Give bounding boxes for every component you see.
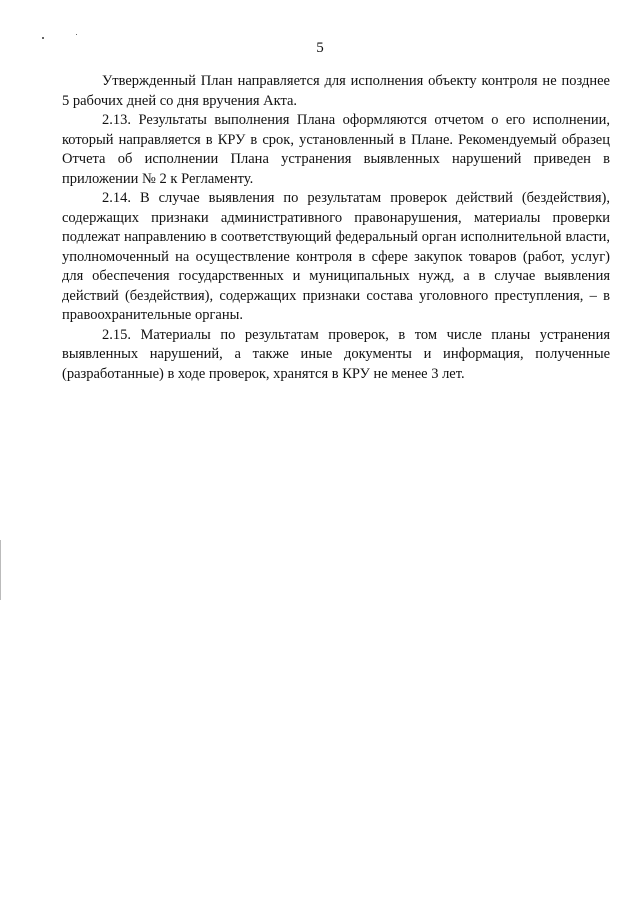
document-body (62, 72, 610, 384)
paragraph-2-13: 2.13. Результаты выполнения Плана оформляются отчетом о его исполнении, который направляется в КРУ в срок, установленный в Плане. Рекомендуемый образец Отчета об исполнении Плана устранения выявленных нарушений приведен в приложении № 2 к Регламенту. (62, 112, 610, 187)
paragraph-2-15: 2.15. Материалы по результатам проверок, в том числе планы устранения выявленных нарушений, а также иные документы и информация, полученные (разработанные) в ходе проверок, хранятся в КРУ не менее 3 лет. (62, 326, 610, 382)
page-number: 5 (316, 40, 324, 56)
scan-speck (42, 37, 44, 39)
scan-speck (76, 34, 77, 35)
paragraph-2-14: 2.14. В случае выявления по результатам проверок действий (бездействия), содержащих признаки административного правонарушения, материалы проверки подлежат направлению в соответствующий федеральный орган исполнительной власти, уполномоченный на осуществление контроля в сфере закупок товаров (работ, услуг) для обеспечения государственных и муниципальных нужд, а в случае выявления действий (бездействия), содержащих признаки состава уголовного преступления, – в правоохранительные органы. (62, 190, 610, 323)
paragraph-approved-plan: Утвержденный План направляется для исполнения объекту контроля не позднее 5 рабочих дней со дня вручения Акта. (62, 73, 610, 109)
scan-edge-mark (0, 540, 1, 600)
